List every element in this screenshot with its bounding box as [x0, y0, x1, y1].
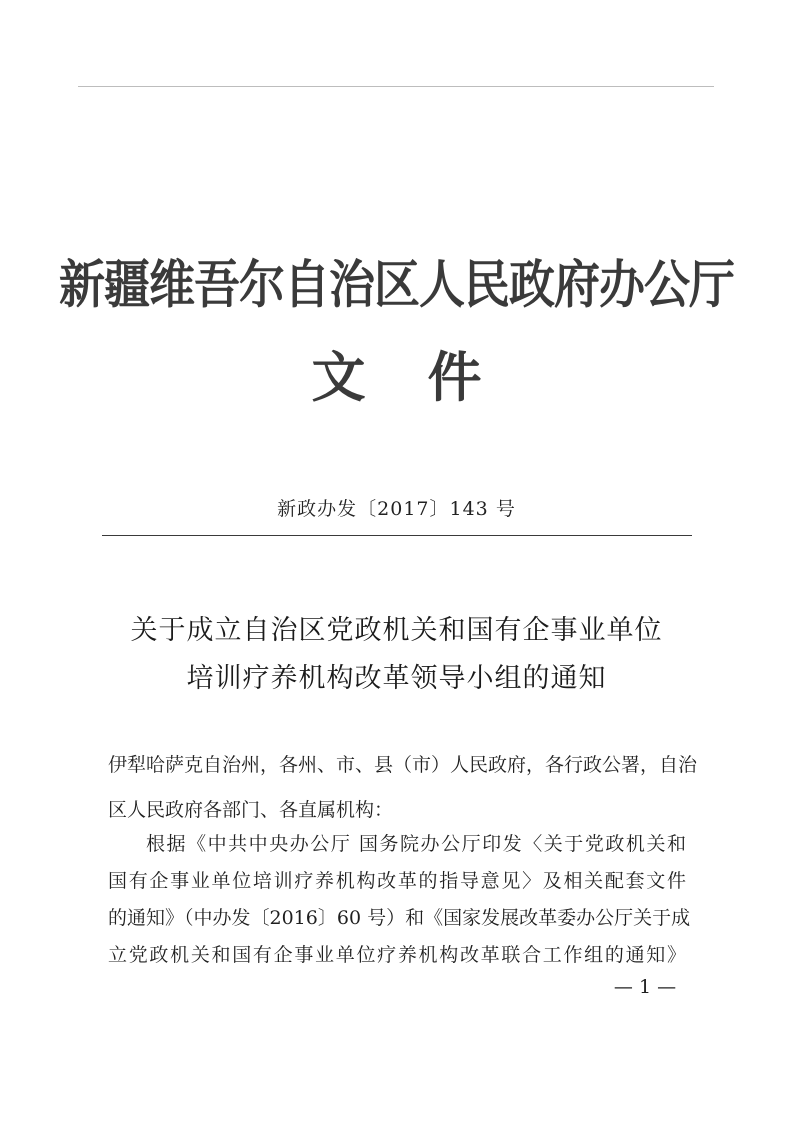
addressee-line-2: 区人民政府各部门、各直属机构：	[108, 799, 394, 821]
document-title-line-2: 培训疗养机构改革领导小组的通知	[186, 663, 607, 694]
header-separator-rule	[102, 535, 692, 536]
document-title-line-1: 关于成立自治区党政机关和国有企事业单位	[130, 615, 663, 646]
body-paragraph-line-3: 的通知》（中办发〔2016〕60 号）和《国家发展改革委办公厅关于成	[108, 907, 691, 929]
body-paragraph-line-2: 国有企事业单位培训疗养机构改革的指导意见〉及相关配套文件	[108, 870, 686, 892]
body-paragraph-line-1: 根据《中共中央办公厅 国务院办公厅印发〈关于党政机关和	[146, 833, 686, 855]
document-number: 新政办发〔2017〕143 号	[277, 498, 516, 520]
header-top-rule	[78, 86, 714, 87]
body-paragraph-line-4: 立党政机关和国有企事业单位疗养机构改革联合工作组的通知》	[108, 944, 686, 966]
document-type: 文件	[311, 346, 544, 409]
addressee-line-1: 伊犁哈萨克自治州，各州、市、县（市）人民政府，各行政公署，自治	[108, 754, 698, 776]
issuer-name: 新疆维吾尔自治区人民政府办公厅	[59, 254, 734, 315]
page-number: — 1 —	[613, 976, 677, 998]
